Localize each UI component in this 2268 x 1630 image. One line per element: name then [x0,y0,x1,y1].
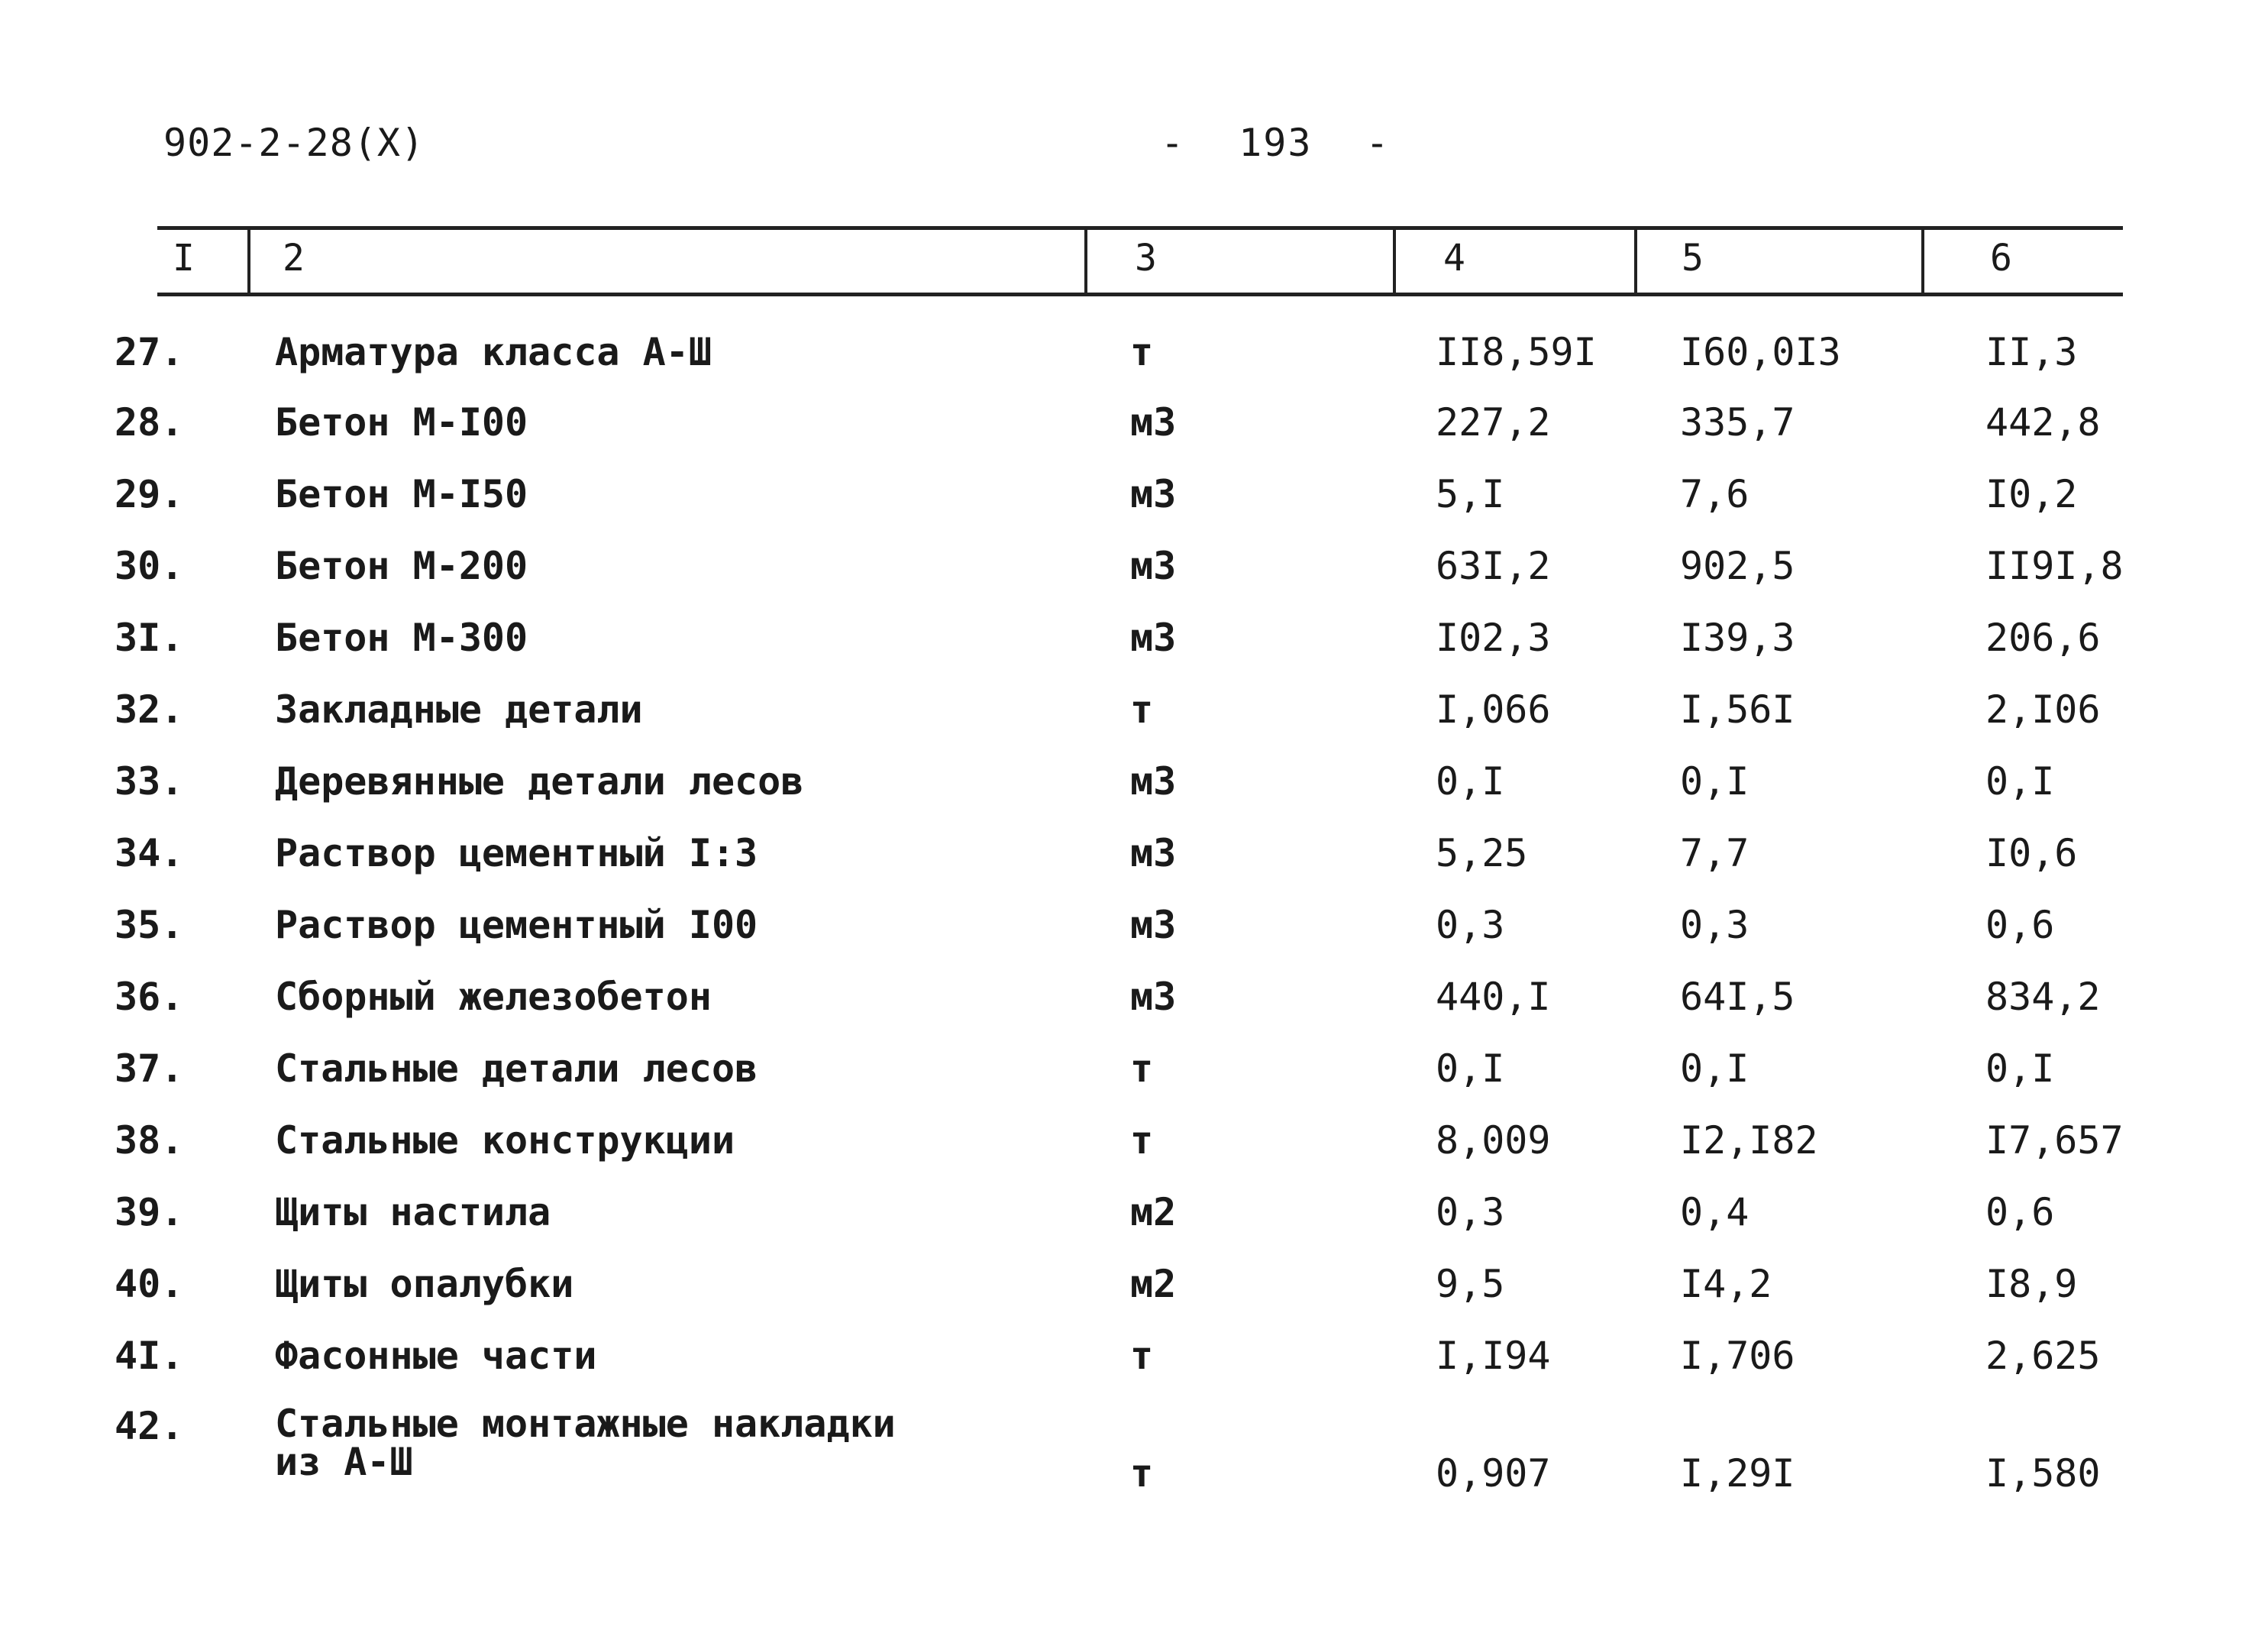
value-col6: 0,6 [1985,1190,2055,1234]
value-col6: II9I,8 [1985,544,2124,588]
table-row [0,831,2268,901]
value-col4: I,I94 [1436,1334,1551,1378]
value-col6: I8,9 [1985,1262,2078,1306]
value-col4: I,066 [1436,687,1551,732]
dash-left: - [1161,121,1186,165]
value-col4: 0,I [1436,759,1505,804]
value-col5: 0,3 [1680,903,1749,947]
unit: м3 [1130,759,1177,804]
value-col4: 0,I [1436,1046,1505,1091]
value-col4: 63I,2 [1436,544,1551,588]
value-col5: 0,4 [1680,1190,1749,1234]
row-number: 42. [115,1404,184,1448]
value-col5: I,29I [1680,1451,1795,1496]
material-name: Деревянные детали лесов [275,759,804,804]
value-col4: 0,907 [1436,1451,1551,1496]
unit: м3 [1130,400,1177,445]
row-number: 40. [115,1262,184,1306]
value-col5: I4,2 [1680,1262,1772,1306]
value-col6: I0,6 [1985,831,2078,875]
material-name: Бетон М-I50 [275,472,528,516]
row-number: 27. [115,330,184,374]
material-name: Арматура класса А-Ш [275,330,712,374]
table-row [0,616,2268,686]
row-number: 37. [115,1046,184,1091]
value-col5: 0,I [1680,1046,1749,1091]
value-col6: 0,6 [1985,903,2055,947]
value-col5: I60,0I3 [1680,330,1841,374]
page-number: 193 [1239,121,1313,165]
header-rule-bottom [157,293,2123,296]
material-name: Фасонные части [275,1334,597,1378]
value-col4: 440,I [1436,975,1551,1019]
table-row [0,903,2268,973]
row-number: 28. [115,400,184,445]
unit: м3 [1130,472,1177,516]
value-col4: II8,59I [1436,330,1597,374]
col-header-1: I [173,237,195,280]
row-number: 4I. [115,1334,184,1378]
unit: м3 [1130,903,1177,947]
value-col5: I2,I82 [1680,1118,1818,1163]
column-divider [1634,226,1637,296]
page-number-header [1161,121,1391,165]
unit: т [1130,1118,1154,1163]
dash-right: - [1365,121,1391,165]
header-rule-top [157,226,2123,230]
table-row [0,472,2268,542]
unit: м2 [1130,1262,1177,1306]
column-divider [1084,226,1087,296]
value-col4: 0,3 [1436,903,1505,947]
value-col6: I0,2 [1985,472,2078,516]
row-number: 35. [115,903,184,947]
value-col6: 2,625 [1985,1334,2101,1378]
material-name: Щиты настила [275,1190,551,1234]
row-number: 33. [115,759,184,804]
material-name: Бетон М-I00 [275,400,528,445]
unit: т [1130,1046,1154,1091]
material-name: Раствор цементный I00 [275,903,758,947]
col-header-4: 4 [1443,237,1465,280]
unit: м2 [1130,1190,1177,1234]
row-number: 34. [115,831,184,875]
table-row [0,975,2268,1045]
value-col5: 7,6 [1680,472,1749,516]
doc-code: 902-2-28(X) [163,121,425,165]
value-col4: 8,009 [1436,1118,1551,1163]
value-col6: 0,I [1985,759,2055,804]
row-number: 29. [115,472,184,516]
value-col4: I02,3 [1436,616,1551,660]
table-row [0,1118,2268,1189]
value-col4: 9,5 [1436,1262,1505,1306]
unit: м3 [1130,975,1177,1019]
row-number: 39. [115,1190,184,1234]
column-divider [1921,226,1924,296]
row-number: 36. [115,975,184,1019]
table-row [0,687,2268,758]
value-col6: II,3 [1985,330,2078,374]
column-divider [1393,226,1396,296]
value-col6: 0,I [1985,1046,2055,1091]
value-col4: 5,I [1436,472,1505,516]
row-number: 38. [115,1118,184,1163]
value-col5: 64I,5 [1680,975,1795,1019]
table-row [0,1262,2268,1332]
value-col5: 902,5 [1680,544,1795,588]
table-row [0,400,2268,471]
material-name-line2: из А-Ш [275,1440,413,1484]
value-col6: 2,I06 [1985,687,2101,732]
material-name: Стальные детали лесов [275,1046,758,1091]
table-row [0,1334,2268,1404]
material-name-line1: Стальные монтажные накладки [275,1402,896,1446]
unit: т [1130,330,1154,374]
material-name: Закладные детали [275,687,643,732]
table-row [0,544,2268,614]
value-col4: 227,2 [1436,400,1551,445]
value-col6: I,580 [1985,1451,2101,1496]
material-name: Щиты опалубки [275,1262,574,1306]
material-name: Бетон М-300 [275,616,528,660]
row-number: 32. [115,687,184,732]
value-col5: I,706 [1680,1334,1795,1378]
table-row [0,759,2268,830]
value-col6: I7,657 [1985,1118,2124,1163]
col-header-2: 2 [283,237,305,280]
unit: т [1130,1334,1154,1378]
value-col4: 5,25 [1436,831,1528,875]
value-col4: 0,3 [1436,1190,1505,1234]
col-header-5: 5 [1682,237,1704,280]
value-col6: 834,2 [1985,975,2101,1019]
unit: м3 [1130,544,1177,588]
unit: м3 [1130,831,1177,875]
value-col5: I39,3 [1680,616,1795,660]
value-col5: 335,7 [1680,400,1795,445]
table-row [0,1404,2268,1511]
material-name: Бетон М-200 [275,544,528,588]
table-row [0,1046,2268,1117]
table-row [0,1190,2268,1260]
row-number: 30. [115,544,184,588]
value-col6: 442,8 [1985,400,2101,445]
value-col6: 206,6 [1985,616,2101,660]
column-divider [247,226,250,296]
table-column-header [157,226,2123,296]
value-col5: I,56I [1680,687,1795,732]
table-row [0,330,2268,400]
unit: м3 [1130,616,1177,660]
material-name: Сборный железобетон [275,975,712,1019]
value-col5: 0,I [1680,759,1749,804]
unit: т [1130,687,1154,732]
material-name: Раствор цементный I:3 [275,831,758,875]
material-name: Стальные конструкции [275,1118,735,1163]
col-header-6: 6 [1990,237,2012,280]
row-number: 3I. [115,616,184,660]
value-col5: 7,7 [1680,831,1749,875]
col-header-3: 3 [1135,237,1157,280]
unit: т [1130,1451,1154,1496]
